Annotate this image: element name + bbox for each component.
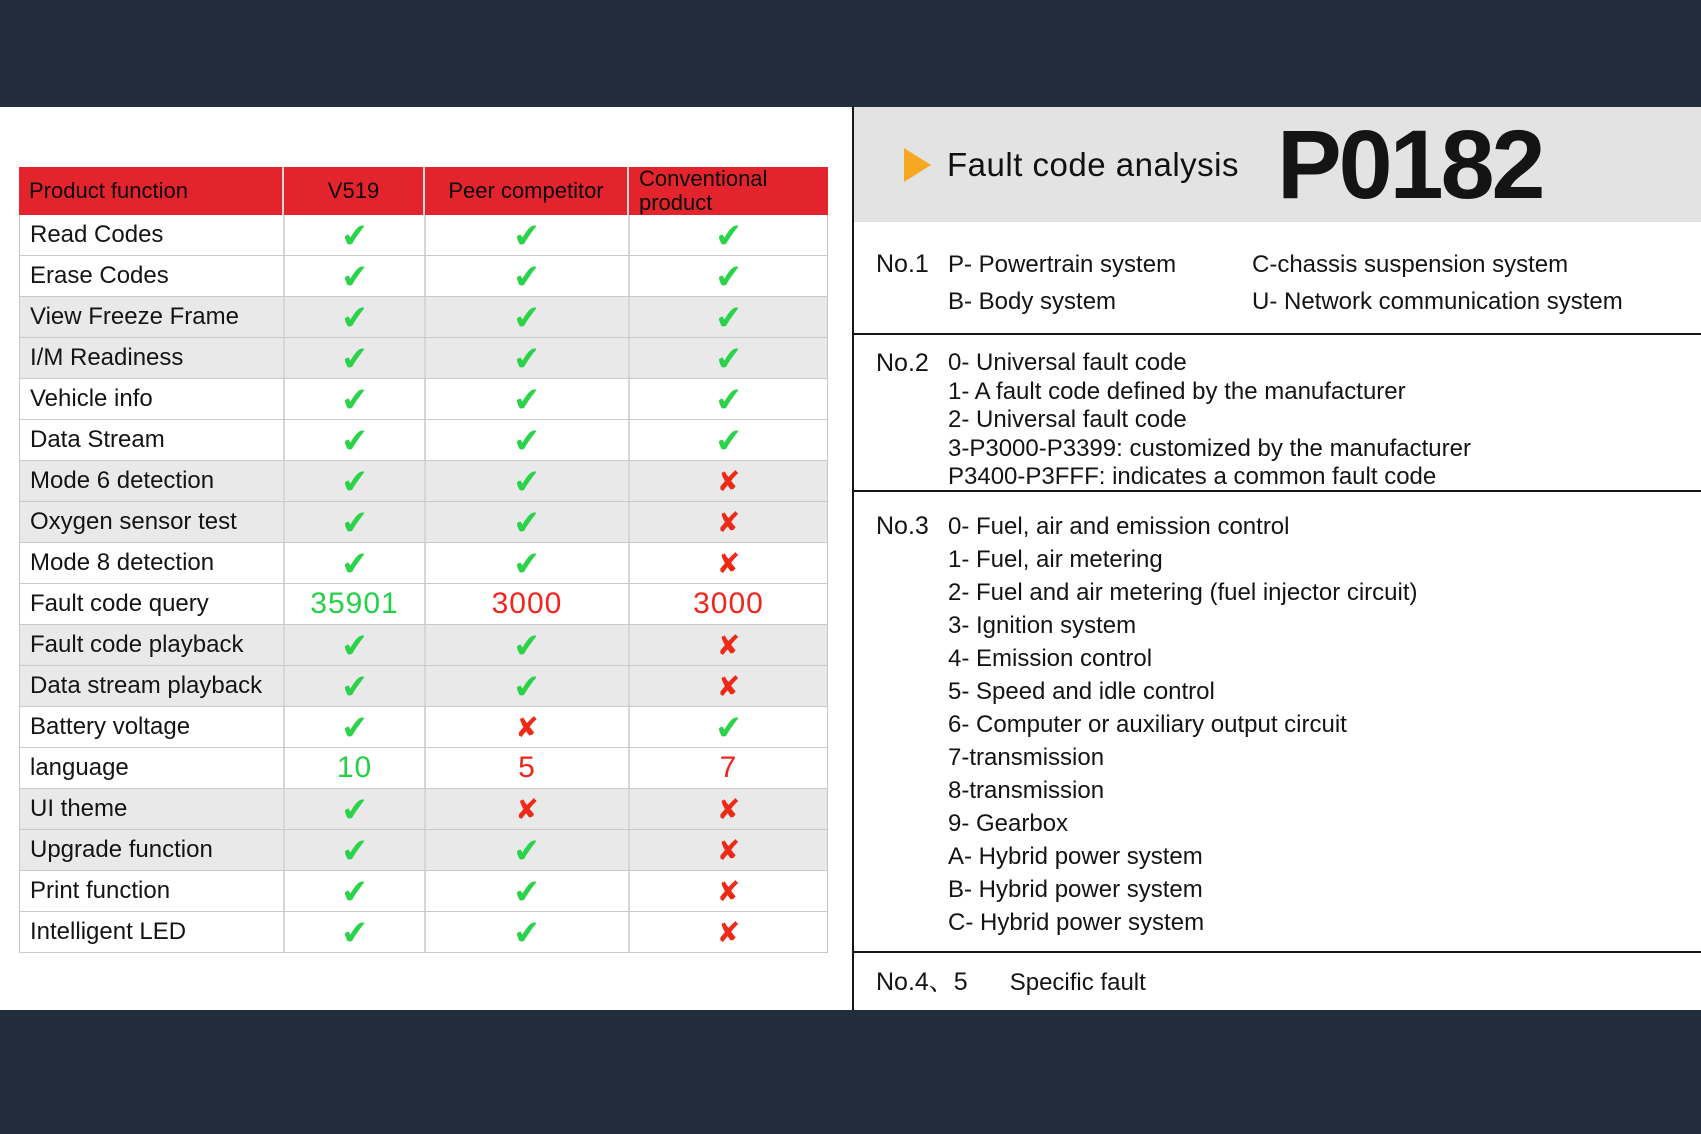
cross-icon: ✘ [716, 874, 741, 908]
column-header-product-function: Product function [19, 167, 284, 215]
section-items [948, 246, 1701, 333]
feature-cell [285, 789, 426, 829]
bottom-bar [0, 1010, 1701, 1134]
table-row [20, 215, 827, 256]
cross-icon: ✘ [716, 505, 741, 539]
feature-cell [630, 912, 827, 952]
feature-cell [285, 830, 426, 870]
check-icon: ✔ [339, 378, 370, 420]
feature-cell [426, 748, 630, 788]
check-icon: ✔ [511, 255, 543, 297]
content-area [0, 107, 1701, 1010]
section-item: 0- Universal fault code [948, 349, 1187, 376]
check-icon: ✔ [713, 706, 744, 748]
check-icon: ✔ [511, 870, 543, 912]
section-label: No.3 [876, 512, 929, 540]
fault-section-no2 [854, 335, 1701, 492]
fault-analysis-arrow-icon [904, 148, 931, 182]
section-item [948, 246, 1701, 283]
row-label: Mode 6 detection [20, 461, 285, 501]
section-label: No.1 [876, 250, 929, 278]
section-item: 4- Emission control [948, 645, 1153, 672]
table-row [20, 871, 827, 912]
check-icon: ✔ [339, 337, 370, 379]
row-label: Fault code playback [20, 625, 285, 665]
feature-cell [426, 625, 630, 665]
feature-cell [630, 420, 827, 460]
check-icon: ✔ [511, 501, 543, 543]
comparison-table-body [19, 215, 828, 953]
feature-cell [426, 912, 630, 952]
feature-cell [285, 338, 426, 378]
section-item: 1- A fault code defined by the manufacturer [948, 377, 1406, 405]
table-row [20, 461, 827, 502]
fault-panel-header [854, 107, 1701, 222]
value-text: 3000 [693, 587, 764, 620]
cross-icon: ✘ [716, 628, 741, 662]
table-row [20, 297, 827, 338]
feature-cell [285, 748, 426, 788]
section-item-text: P- Powertrain system [948, 251, 1177, 278]
feature-cell [426, 584, 630, 624]
table-row [20, 379, 827, 420]
table-row [20, 584, 827, 625]
column-header-v519: V519 [284, 167, 425, 215]
check-icon: ✔ [511, 829, 543, 871]
check-icon: ✔ [339, 501, 370, 543]
row-label: Oxygen sensor test [20, 502, 285, 542]
section-item: 8-transmission [948, 777, 1105, 804]
section-item-text: U- Network communication system [1252, 288, 1623, 315]
table-row [20, 543, 827, 584]
cross-icon: ✘ [716, 915, 741, 949]
check-icon: ✔ [339, 829, 370, 871]
check-icon: ✔ [339, 255, 370, 297]
section-items [948, 510, 1701, 951]
check-icon: ✔ [339, 542, 370, 584]
value-text: 7 [719, 751, 738, 784]
feature-cell [426, 256, 630, 296]
section-item: 9- Gearbox [948, 810, 1069, 837]
row-label: Vehicle info [20, 379, 285, 419]
comparison-table [19, 167, 828, 953]
check-icon: ✔ [339, 296, 370, 338]
feature-cell [285, 461, 426, 501]
cross-icon: ✘ [515, 792, 539, 826]
check-icon: ✔ [339, 665, 370, 707]
section-item-text: B- Body system [948, 288, 1117, 315]
feature-cell [426, 666, 630, 706]
feature-cell [426, 707, 630, 747]
section-item: 2- Universal fault code [948, 406, 1187, 433]
feature-cell [630, 461, 827, 501]
feature-cell [285, 707, 426, 747]
section-item: 3- Ignition system [948, 612, 1137, 639]
fault-sections [854, 222, 1701, 1010]
feature-cell [285, 871, 426, 911]
cross-icon: ✘ [716, 792, 741, 826]
section-item: 5- Speed and idle control [948, 678, 1215, 705]
row-label: Print function [20, 871, 285, 911]
table-header-row [19, 167, 828, 215]
check-icon: ✔ [713, 337, 744, 379]
section-items [1010, 967, 1701, 1010]
row-label: Mode 8 detection [20, 543, 285, 583]
check-icon: ✔ [713, 296, 744, 338]
feature-cell [630, 543, 827, 583]
table-row [20, 625, 827, 666]
feature-cell [630, 502, 827, 542]
check-icon: ✔ [511, 296, 543, 338]
feature-cell [285, 584, 426, 624]
check-icon: ✔ [511, 460, 543, 502]
section-item: A- Hybrid power system [948, 843, 1203, 870]
value-text: 5 [518, 751, 536, 784]
feature-cell [630, 748, 827, 788]
feature-cell [285, 215, 426, 255]
section-label: No.2 [876, 349, 929, 377]
feature-cell [426, 789, 630, 829]
table-row [20, 666, 827, 707]
feature-cell [426, 502, 630, 542]
row-label: Data stream playback [20, 666, 285, 706]
feature-cell [285, 502, 426, 542]
row-label: I/M Readiness [20, 338, 285, 378]
table-row [20, 912, 827, 953]
check-icon: ✔ [511, 378, 543, 420]
feature-cell [426, 215, 630, 255]
feature-cell [426, 338, 630, 378]
row-label: Intelligent LED [20, 912, 285, 952]
row-label: Fault code query [20, 584, 285, 624]
fault-section-no4 [854, 953, 1701, 1010]
feature-cell [630, 215, 827, 255]
row-label: Erase Codes [20, 256, 285, 296]
fault-code-value: P0182 [1276, 110, 1543, 219]
check-icon: ✔ [713, 378, 744, 420]
value-text: 3000 [491, 587, 563, 620]
row-label: Upgrade function [20, 830, 285, 870]
row-label: Battery voltage [20, 707, 285, 747]
check-icon: ✔ [713, 255, 744, 297]
table-row [20, 502, 827, 543]
table-row [20, 338, 827, 379]
feature-cell [426, 420, 630, 460]
section-item: 7-transmission [948, 744, 1105, 771]
section-item: B- Hybrid power system [948, 876, 1203, 903]
check-icon: ✔ [339, 624, 370, 666]
column-header-conventional-product: Conventional product [639, 166, 768, 215]
table-row [20, 707, 827, 748]
section-item: 0- Fuel, air and emission control [948, 513, 1290, 540]
check-icon: ✔ [713, 419, 744, 461]
section-item: 6- Computer or auxiliary output circuit [948, 711, 1347, 738]
feature-cell [285, 256, 426, 296]
check-icon: ✔ [339, 788, 370, 830]
check-icon: ✔ [511, 214, 543, 256]
feature-cell [630, 256, 827, 296]
section-item: 1- Fuel, air metering [948, 546, 1163, 573]
check-icon: ✔ [713, 214, 744, 256]
feature-cell [426, 461, 630, 501]
feature-cell [630, 338, 827, 378]
row-label: Read Codes [20, 215, 285, 255]
feature-cell [630, 584, 827, 624]
row-label: Data Stream [20, 420, 285, 460]
feature-cell [426, 871, 630, 911]
feature-cell [426, 379, 630, 419]
table-row [20, 256, 827, 297]
feature-cell [630, 830, 827, 870]
feature-cell [630, 297, 827, 337]
section-item [948, 283, 1701, 320]
check-icon: ✔ [511, 911, 543, 953]
section-item: C- Hybrid power system [948, 909, 1205, 936]
cross-icon: ✘ [716, 833, 741, 867]
feature-cell [285, 297, 426, 337]
feature-cell [426, 830, 630, 870]
fault-section-no1 [854, 222, 1701, 335]
check-icon: ✔ [511, 624, 543, 666]
feature-cell [285, 379, 426, 419]
feature-cell [630, 625, 827, 665]
value-text: 35901 [310, 587, 399, 620]
feature-cell [630, 666, 827, 706]
section-item: 3-P3000-P3399: customized by the manufacturer [948, 434, 1471, 462]
check-icon: ✔ [511, 337, 543, 379]
check-icon: ✔ [339, 460, 370, 502]
feature-cell [630, 707, 827, 747]
section-item: Specific fault [1009, 969, 1146, 996]
table-row [20, 830, 827, 871]
feature-cell [630, 379, 827, 419]
row-label: UI theme [20, 789, 285, 829]
check-icon: ✔ [339, 419, 370, 461]
check-icon: ✔ [339, 214, 370, 256]
cross-icon: ✘ [716, 464, 741, 498]
fault-section-no3 [854, 492, 1701, 953]
table-row [20, 789, 827, 830]
cross-icon: ✘ [716, 546, 741, 580]
feature-cell [426, 297, 630, 337]
feature-cell [630, 871, 827, 911]
feature-cell [285, 420, 426, 460]
fault-code-panel [852, 107, 1701, 1010]
value-text: 10 [336, 751, 373, 784]
row-label: language [20, 748, 285, 788]
section-item: P3400-P3FFF: indicates a common fault code [948, 463, 1437, 490]
feature-cell [285, 666, 426, 706]
check-icon: ✔ [339, 706, 370, 748]
section-item: 2- Fuel and air metering (fuel injector circuit) [948, 579, 1418, 606]
table-row [20, 748, 827, 789]
table-row [20, 420, 827, 461]
section-items [948, 349, 1701, 490]
section-item-text: C-chassis suspension system [1252, 251, 1569, 278]
section-label: No.4、5 [876, 968, 968, 996]
row-label: View Freeze Frame [20, 297, 285, 337]
check-icon: ✔ [511, 542, 543, 584]
cross-icon: ✘ [716, 669, 741, 703]
fault-analysis-title: Fault code analysis [947, 145, 1239, 183]
check-icon: ✔ [339, 870, 370, 912]
column-header-peer-competitor: Peer competitor [425, 167, 629, 215]
check-icon: ✔ [511, 665, 543, 707]
feature-cell [285, 543, 426, 583]
check-icon: ✔ [339, 911, 370, 953]
feature-cell [285, 625, 426, 665]
check-icon: ✔ [511, 419, 543, 461]
cross-icon: ✘ [515, 710, 539, 744]
feature-cell [630, 789, 827, 829]
top-bar [0, 0, 1701, 107]
feature-cell [285, 912, 426, 952]
feature-cell [426, 543, 630, 583]
